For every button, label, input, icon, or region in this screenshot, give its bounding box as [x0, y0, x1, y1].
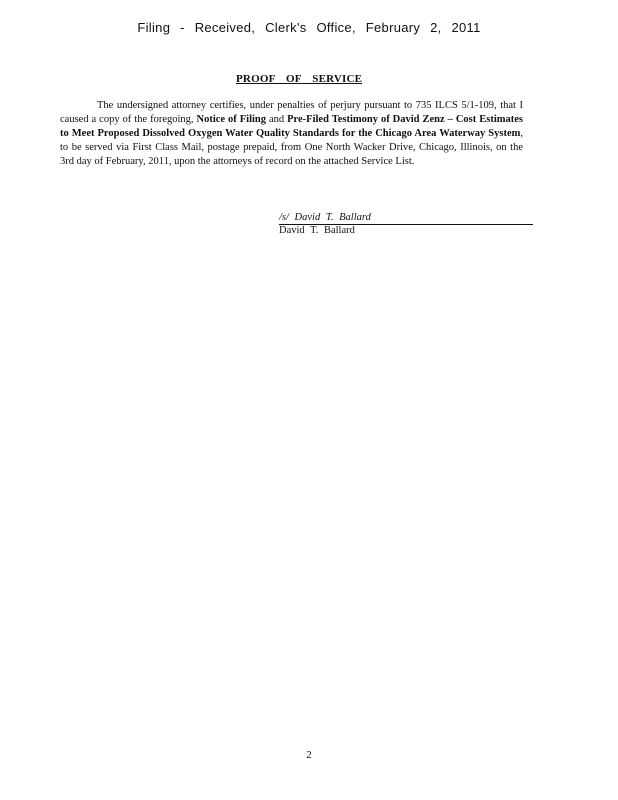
certification-paragraph — [60, 99, 523, 169]
notice-of-filing-title: Notice of Filing — [196, 114, 267, 125]
signer-name: David T. Ballard — [279, 225, 355, 236]
filing-header: Filing - Received, Clerk's Office, February 2, 2011 — [137, 20, 481, 35]
testimony-title: Pre-Filed Testimony of David Zenz – Cost Estimates to Meet Proposed Dissolved Oxygen Water Quality Standards for the Chicago Area Waterway System — [60, 114, 523, 139]
signature-line: /s/ David T. Ballard — [279, 211, 533, 225]
body-text-2: and — [266, 114, 288, 125]
page-number: 2 — [306, 749, 312, 761]
document-title: PROOF OF SERVICE — [236, 73, 363, 85]
body-text-1: The undersigned attorney certifies, under penalties of perjury pursuant to 735 ILCS 5/1-109, that I caused a copy of the foregoing, — [60, 100, 523, 125]
body-text-3: , to be served via First Class Mail, postage prepaid, from One North Wacker Drive, Chicago, Illinois, on the 3rd day of February, 2011, upon the attorneys of record on the attached Service List. — [60, 128, 523, 167]
